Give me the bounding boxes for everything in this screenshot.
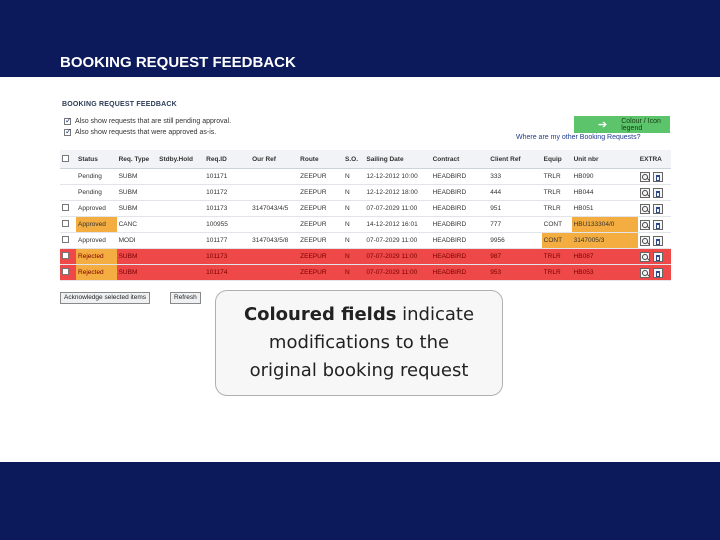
cell-extra	[638, 169, 671, 185]
cell-extra	[638, 249, 671, 265]
cell-date: 07-07-2029 11:00	[364, 265, 430, 281]
cell-equip: TRLR	[542, 185, 572, 201]
cell-clientref: 777	[488, 217, 541, 233]
callout-bold: Coloured fields	[243, 304, 397, 325]
cell-ourref	[250, 169, 298, 185]
option-pending[interactable]	[64, 118, 231, 125]
magnifier-icon[interactable]	[640, 188, 650, 198]
footer-band	[0, 462, 720, 540]
callout-line-3: original booking request	[249, 360, 469, 381]
table-row[interactable]	[60, 201, 671, 217]
row-checkbox[interactable]	[62, 204, 69, 211]
cell-reqid: 101173	[204, 201, 250, 217]
cell-stdby	[157, 233, 204, 249]
approved-checkbox[interactable]	[64, 129, 71, 136]
table-row[interactable]	[60, 265, 671, 281]
colour-legend-button[interactable]	[574, 116, 670, 133]
cell-reqid: 101172	[204, 185, 250, 201]
requests-table	[60, 150, 671, 281]
table-header-row	[60, 150, 671, 169]
cell-stdby	[157, 185, 204, 201]
magnifier-icon[interactable]	[640, 220, 650, 230]
other-requests-link[interactable]: Where are my other Booking Requests?	[516, 134, 641, 141]
cell-ourref	[250, 185, 298, 201]
trash-icon[interactable]	[653, 252, 663, 262]
cell-clientref: 9956	[488, 233, 541, 249]
cell-extra	[638, 265, 671, 281]
trash-icon[interactable]	[653, 220, 663, 230]
cell-stdby	[157, 249, 204, 265]
row-select-cell[interactable]	[60, 233, 76, 249]
trash-icon[interactable]	[653, 236, 663, 246]
cell-reqid: 101171	[204, 169, 250, 185]
col-sailing-date: Sailing Date	[364, 150, 430, 169]
cell-equip: TRLR	[542, 169, 572, 185]
col-our-ref: Our Ref	[250, 150, 298, 169]
option-pending-label: Also show requests that are still pending approval.	[75, 118, 232, 125]
row-select-cell[interactable]	[60, 265, 76, 281]
cell-date: 12-12-2012 18:00	[364, 185, 430, 201]
cell-contract: HEADBIRD	[431, 233, 489, 249]
magnifier-icon[interactable]	[640, 172, 650, 182]
booking-feedback-panel	[60, 98, 672, 308]
table-row[interactable]	[60, 249, 671, 265]
cell-unit: 3147005/3	[572, 233, 638, 249]
option-approved-label: Also show requests that were approved as-is.	[75, 129, 217, 136]
trash-icon[interactable]	[653, 188, 663, 198]
cell-date: 07-07-2029 11:00	[364, 201, 430, 217]
col-status: Status	[76, 150, 117, 169]
cell-route: ZEEPUR	[298, 185, 343, 201]
cell-contract: HEADBIRD	[431, 265, 489, 281]
row-select-cell[interactable]	[60, 169, 76, 185]
cell-clientref: 444	[488, 185, 541, 201]
cell-stdby	[157, 201, 204, 217]
row-select-cell[interactable]	[60, 217, 76, 233]
col-extra: EXTRA	[638, 150, 671, 169]
cell-date: 07-07-2029 11:00	[364, 233, 430, 249]
cell-so: N	[343, 217, 364, 233]
cell-unit: HB090	[572, 169, 638, 185]
cell-clientref: 951	[488, 201, 541, 217]
cell-status: Rejected	[76, 249, 117, 265]
cell-so: N	[343, 185, 364, 201]
annotation-callout	[215, 290, 503, 396]
cell-route: ZEEPUR	[298, 201, 343, 217]
row-checkbox[interactable]	[62, 252, 69, 259]
cell-unit: HB044	[572, 185, 638, 201]
cell-type: SUBM	[117, 265, 158, 281]
cell-ourref: 3147043/5/8	[250, 233, 298, 249]
magnifier-icon[interactable]	[640, 252, 650, 262]
col-unit-nbr: Unit nbr	[572, 150, 638, 169]
cell-extra	[638, 217, 671, 233]
magnifier-icon[interactable]	[640, 204, 650, 214]
pending-checkbox[interactable]	[64, 118, 71, 125]
cell-ourref	[250, 265, 298, 281]
row-select-cell[interactable]	[60, 201, 76, 217]
cell-contract: HEADBIRD	[431, 217, 489, 233]
row-checkbox[interactable]	[62, 268, 69, 275]
callout-line-2: modifications to the	[268, 332, 450, 353]
row-checkbox[interactable]	[62, 220, 69, 227]
cell-ourref	[250, 249, 298, 265]
table-row[interactable]	[60, 233, 671, 249]
trash-icon[interactable]	[653, 204, 663, 214]
cell-reqid: 100955	[204, 217, 250, 233]
cell-extra	[638, 233, 671, 249]
cell-extra	[638, 201, 671, 217]
cell-status: Approved	[76, 233, 117, 249]
cell-contract: HEADBIRD	[431, 249, 489, 265]
cell-unit: HB051	[572, 201, 638, 217]
cell-stdby	[157, 265, 204, 281]
callout-rest: indicate	[396, 304, 475, 325]
col-equip: Equip	[542, 150, 572, 169]
cell-so: N	[343, 265, 364, 281]
cell-equip: TRLR	[542, 201, 572, 217]
cell-equip: TRLR	[542, 265, 572, 281]
col-so: S.O.	[343, 150, 364, 169]
cell-contract: HEADBIRD	[431, 185, 489, 201]
arrow-right-icon: ➔	[598, 119, 608, 131]
cell-unit: HB053	[572, 265, 638, 281]
row-select-cell[interactable]	[60, 185, 76, 201]
magnifier-icon[interactable]	[640, 236, 650, 246]
col-client-ref: Client Ref	[488, 150, 541, 169]
cell-route: ZEEPUR	[298, 217, 343, 233]
cell-route: ZEEPUR	[298, 169, 343, 185]
cell-equip: TRLR	[542, 249, 572, 265]
cell-type: MODI	[117, 233, 158, 249]
select-all-checkbox[interactable]	[62, 155, 69, 162]
col-req-id: Req.ID	[204, 150, 250, 169]
cell-stdby	[157, 217, 204, 233]
refresh-button[interactable]: Refresh	[170, 292, 201, 304]
table-row[interactable]	[60, 185, 671, 201]
cell-unit: HBU133304/0	[572, 217, 638, 233]
cell-status: Rejected	[76, 265, 117, 281]
magnifier-icon[interactable]	[640, 268, 650, 278]
table-row[interactable]	[60, 217, 671, 233]
cell-equip: CONT	[542, 217, 572, 233]
cell-so: N	[343, 201, 364, 217]
cell-date: 14-12-2012 16:01	[364, 217, 430, 233]
cell-reqid: 101177	[204, 233, 250, 249]
legend-button-label: Colour / Icon legend	[621, 117, 661, 132]
cell-type: CANC	[117, 217, 158, 233]
cell-date: 07-07-2029 11:00	[364, 249, 430, 265]
callout-line-1	[244, 301, 474, 329]
cell-ourref	[250, 217, 298, 233]
table-row[interactable]	[60, 169, 671, 185]
select-all-cell[interactable]	[60, 150, 76, 169]
cell-extra	[638, 185, 671, 201]
acknowledge-button[interactable]: Acknowledge selected items	[60, 292, 150, 304]
panel-title: BOOKING REQUEST FEEDBACK	[62, 101, 177, 108]
cell-type: SUBM	[117, 169, 158, 185]
cell-route: ZEEPUR	[298, 265, 343, 281]
cell-status: Approved	[76, 217, 117, 233]
cell-equip: CONT	[542, 233, 572, 249]
cell-route: ZEEPUR	[298, 249, 343, 265]
col-stdby-hold: Stdby.Hold	[157, 150, 204, 169]
cell-status: Pending	[76, 169, 117, 185]
row-checkbox[interactable]	[62, 236, 69, 243]
cell-type: SUBM	[117, 185, 158, 201]
cell-reqid: 101173	[204, 249, 250, 265]
trash-icon[interactable]	[653, 172, 663, 182]
cell-unit: HB087	[572, 249, 638, 265]
cell-clientref: 987	[488, 249, 541, 265]
cell-reqid: 101174	[204, 265, 250, 281]
cell-ourref: 3147043/4/5	[250, 201, 298, 217]
cell-type: SUBM	[117, 201, 158, 217]
cell-status: Pending	[76, 185, 117, 201]
cell-date: 12-12-2012 10:00	[364, 169, 430, 185]
cell-contract: HEADBIRD	[431, 169, 489, 185]
cell-type: SUBM	[117, 249, 158, 265]
col-contract: Contract	[431, 150, 489, 169]
cell-contract: HEADBIRD	[431, 201, 489, 217]
cell-stdby	[157, 169, 204, 185]
cell-route: ZEEPUR	[298, 233, 343, 249]
cell-so: N	[343, 249, 364, 265]
col-route: Route	[298, 150, 343, 169]
cell-clientref: 333	[488, 169, 541, 185]
trash-icon[interactable]	[653, 268, 663, 278]
cell-so: N	[343, 169, 364, 185]
row-select-cell[interactable]	[60, 249, 76, 265]
option-approved[interactable]	[64, 129, 216, 136]
cell-status: Approved	[76, 201, 117, 217]
col-req-type: Req. Type	[117, 150, 158, 169]
cell-clientref: 953	[488, 265, 541, 281]
slide-title: BOOKING REQUEST FEEDBACK	[60, 54, 296, 71]
cell-so: N	[343, 233, 364, 249]
